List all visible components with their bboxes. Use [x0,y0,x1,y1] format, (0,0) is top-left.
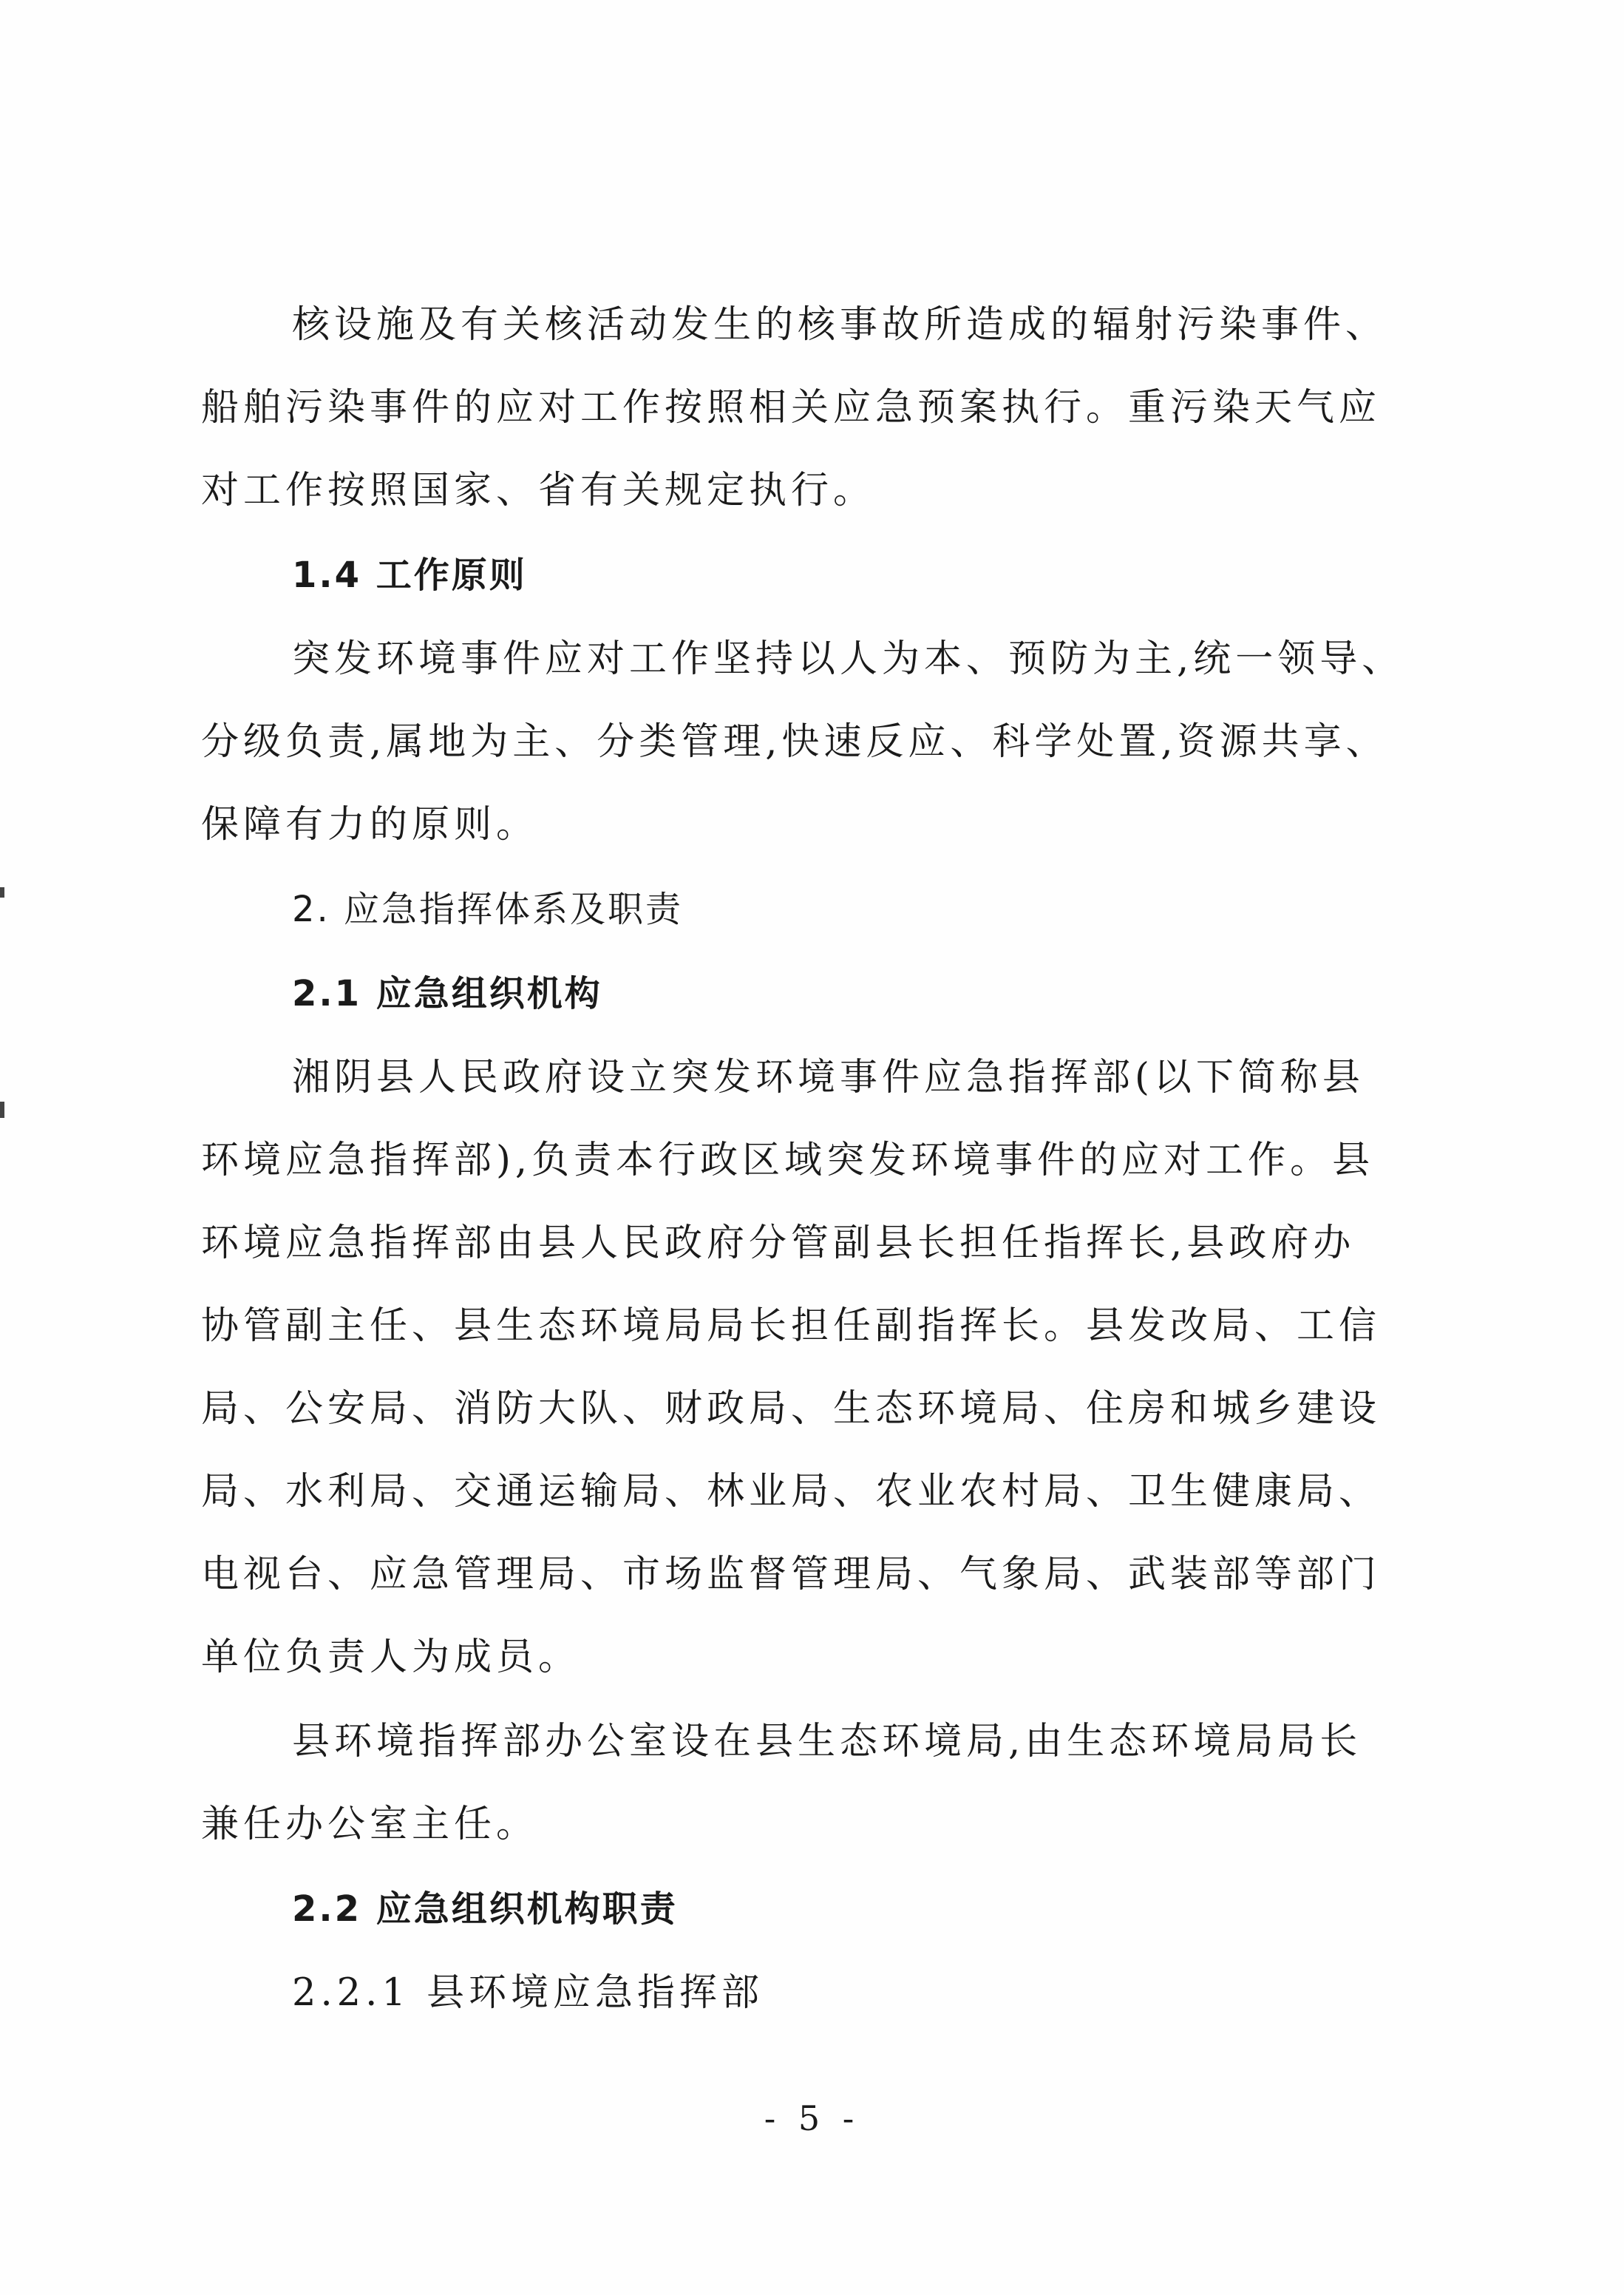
paragraph-line: 单位负责人为成员。 [201,1635,581,1679]
paragraph-line: 湘阴县人民政府设立突发环境事件应急指挥部(以下简称县 [292,1056,1365,1099]
subsection-heading-2-2-1: 2.2.1 县环境应急指挥部 [292,1971,764,2015]
paragraph-line: 分级负责,属地为主、分类管理,快速反应、科学处置,资源共享、 [201,720,1388,764]
paragraph-line: 局、公安局、消防大队、财政局、生态环境局、住房和城乡建设 [201,1387,1382,1431]
section-heading-2: 2. 应急指挥体系及职责 [292,889,684,930]
paragraph-line: 突发环境事件应对工作坚持以人为本、预防为主,统一领导、 [292,637,1404,681]
paragraph-line: 县环境指挥部办公室设在县生态环境局,由生态环境局局长 [292,1720,1362,1763]
paragraph-line: 船舶污染事件的应对工作按照相关应急预案执行。重污染天气应 [201,386,1382,430]
paragraph-line: 核设施及有关核活动发生的核事故所造成的辐射污染事件、 [292,303,1388,347]
scan-edge-mark [0,1102,4,1118]
paragraph-line: 局、水利局、交通运输局、林业局、农业农村局、卫生健康局、 [201,1470,1382,1513]
paragraph-line: 电视台、应急管理局、市场监督管理局、气象局、武装部等部门 [201,1553,1382,1596]
paragraph-line: 环境应急指挥部由县人民政府分管副县长担任指挥长,县政府办 [201,1221,1356,1265]
section-heading-2-2: 2.2 应急组织机构职责 [292,1888,678,1930]
paragraph-line: 环境应急指挥部),负责本行政区域突发环境事件的应对工作。县 [201,1139,1375,1182]
page-number: - 5 - [764,2098,860,2138]
paragraph-line: 保障有力的原则。 [201,803,539,847]
scan-edge-mark [0,887,4,898]
paragraph-line: 对工作按照国家、省有关规定执行。 [201,469,876,512]
paragraph-line: 协管副主任、县生态环境局局长担任副指挥长。县发改局、工信 [201,1304,1382,1348]
paragraph-line: 兼任办公室主任。 [201,1803,539,1846]
section-heading-1-4: 1.4 工作原则 [292,555,527,596]
section-heading-2-1: 2.1 应急组织机构 [292,973,602,1014]
